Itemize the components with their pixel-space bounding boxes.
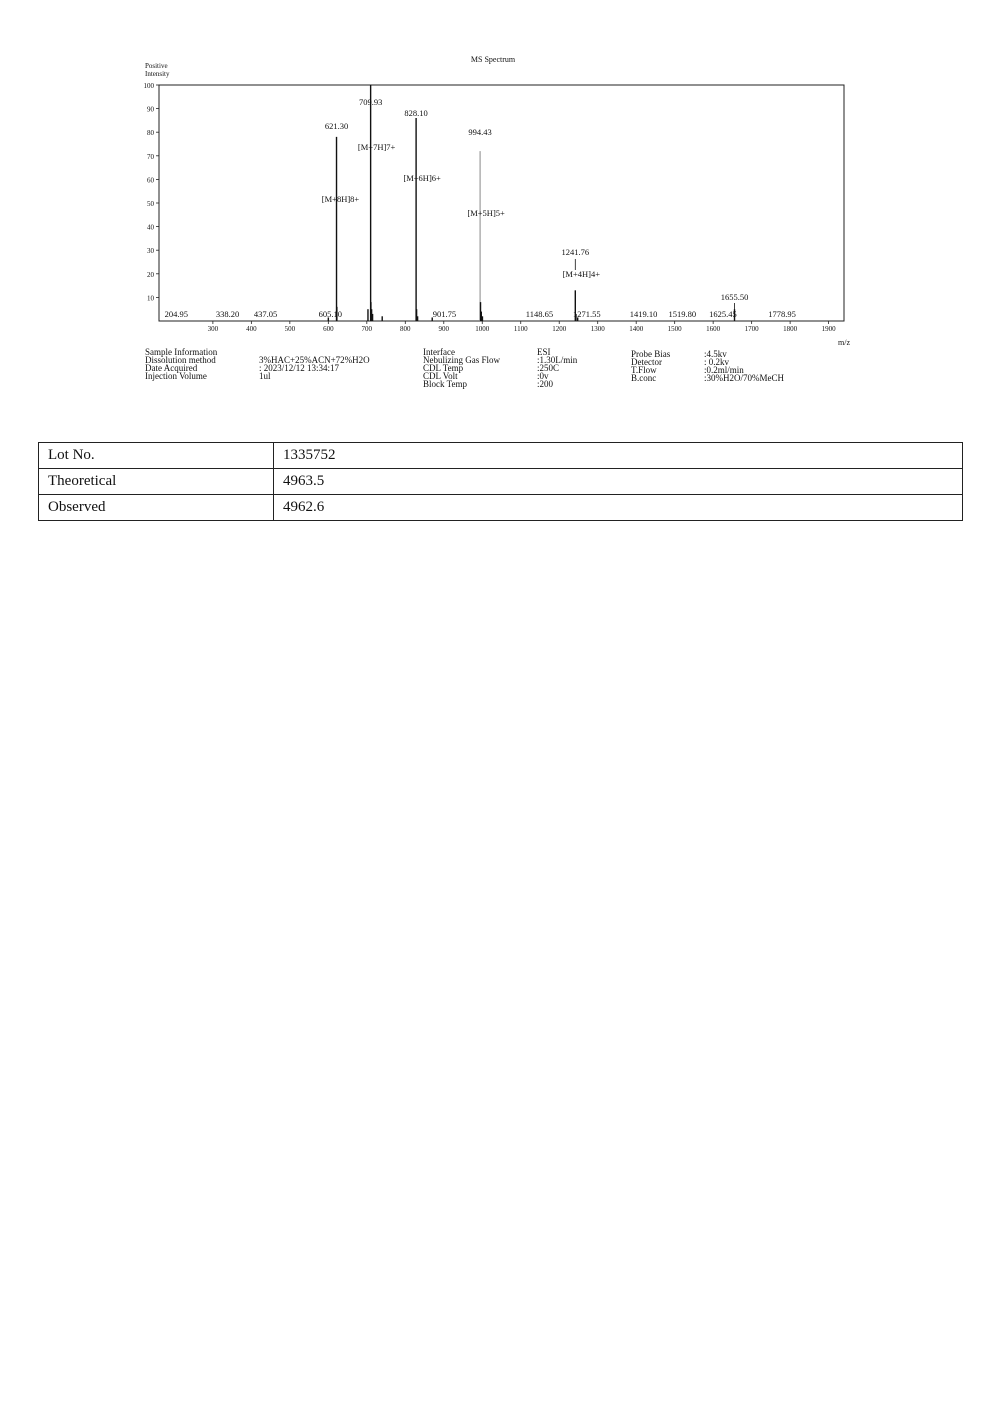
peak-mz-label: 1241.76: [561, 247, 590, 257]
peak-label: 1271.55: [572, 309, 601, 319]
instrument-param-value: :200: [537, 379, 554, 389]
sample-info-row: [145, 371, 271, 381]
y-tick-label: 20: [147, 270, 154, 279]
peak-mz-label: 828.10: [404, 108, 428, 118]
results-value: 4963.5: [274, 469, 963, 495]
peak-mz-label: 1655.50: [720, 292, 749, 302]
sample-info-value: : 2023/12/12 13:34:17: [259, 363, 340, 373]
y-tick-label: 100: [143, 82, 154, 90]
results-table: [38, 442, 963, 521]
peak-mz-label: 994.43: [468, 127, 492, 137]
y-tick-label: 50: [147, 200, 154, 208]
x-tick-label: 1400: [629, 325, 644, 333]
instrument-param-value: :250C: [537, 363, 560, 373]
y-tick-label: 90: [147, 105, 154, 114]
y-tick-label: 60: [147, 176, 154, 185]
peak-label: 1419.10: [629, 309, 658, 319]
instrument-param-label: Block Temp: [423, 379, 467, 389]
instrument-param-value: ESI: [537, 347, 551, 357]
peak-label: 338.20: [215, 309, 240, 319]
instrument-param-value: : 0.2kv: [704, 357, 730, 367]
x-tick-label: 900: [438, 325, 450, 333]
instrument-param-label: CDL Volt: [423, 371, 458, 381]
peak-label: 1625.45: [709, 309, 737, 319]
x-tick-label: 1600: [706, 325, 721, 333]
peak-label: 204.95: [164, 309, 188, 319]
results-row: [39, 443, 963, 469]
y-tick-label: 40: [147, 223, 154, 232]
x-tick-label: 1100: [513, 325, 528, 333]
sample-info-label: Date Acquired: [145, 363, 198, 373]
instrument-param-label: CDL Temp: [423, 363, 464, 373]
sample-info-heading: Sample Information: [145, 347, 218, 357]
y-tick-label: 80: [147, 129, 154, 138]
results-row: [39, 469, 963, 495]
sample-info-label: Injection Volume: [145, 371, 207, 381]
y-tick-label: 70: [147, 152, 154, 161]
x-tick-label: 1300: [590, 325, 605, 333]
instrument-param-label: Nebulizing Gas Flow: [423, 355, 500, 365]
x-tick-label: 500: [284, 325, 296, 333]
results-label: Theoretical: [39, 469, 274, 495]
peak-ion-label: [M+5H]5+: [467, 208, 505, 218]
y-tick-label: 30: [147, 247, 154, 256]
peak-label: 1148.65: [525, 309, 554, 319]
peak-ion-label: [M+8H]8+: [321, 194, 360, 204]
results-value: 1335752: [274, 443, 963, 469]
x-axis-label: m/z: [838, 338, 850, 347]
results-label: Lot No.: [39, 443, 274, 469]
instrument-param-value: :4.5kv: [704, 349, 727, 359]
peak-ion-label: [M+7H]7+: [357, 142, 396, 152]
instrument-param-value: :1.30L/min: [537, 355, 578, 365]
results-value: 4962.6: [274, 495, 963, 521]
results-row: [39, 495, 963, 521]
x-tick-label: 1900: [821, 325, 836, 333]
x-tick-label: 400: [246, 325, 257, 333]
x-tick-label: 600: [323, 325, 334, 333]
instrument-param-label: T.Flow: [631, 365, 657, 375]
plot-frame: [159, 85, 844, 321]
peak-ion-label: [M+6H]6+: [403, 173, 441, 183]
instrument-params-col2: [631, 349, 784, 383]
y-tick-label: 10: [147, 294, 154, 303]
chart-title: MS Spectrum: [470, 55, 516, 64]
instrument-param-row: [423, 379, 554, 389]
instrument-param-row: [631, 373, 784, 383]
peak-label: 1778.95: [768, 309, 796, 319]
instrument-param-label: Interface: [423, 347, 455, 357]
peak-mz-label: 621.30: [324, 121, 349, 131]
sample-info-value: 1ul: [259, 371, 271, 381]
instrument-param-label: Detector: [631, 357, 662, 367]
instrument-params-col1: [423, 347, 578, 389]
instrument-param-value: :0.2ml/min: [704, 365, 744, 375]
sample-info-label: Dissolution method: [145, 355, 216, 365]
sample-info-value: 3%HAC+25%ACN+72%H2O: [259, 355, 370, 365]
instrument-param-value: :0v: [537, 371, 549, 381]
x-tick-label: 1000: [475, 325, 490, 333]
peak-mz-label: 709.93: [358, 97, 383, 107]
x-tick-label: 1500: [667, 325, 682, 333]
x-tick-label: 1800: [783, 325, 798, 333]
peak-label: 605.10: [318, 309, 342, 319]
results-label: Observed: [39, 495, 274, 521]
instrument-param-label: Probe Bias: [631, 349, 671, 359]
x-tick-label: 300: [207, 325, 219, 333]
instrument-param-label: B.conc: [631, 373, 657, 383]
peak-ion-label: [M+4H]4+: [562, 269, 601, 279]
peak-label: 901.75: [432, 309, 457, 319]
x-tick-label: 700: [361, 325, 373, 333]
x-tick-label: 1200: [552, 325, 567, 333]
x-tick-label: 800: [400, 325, 411, 333]
instrument-param-value: :30%H2O/70%MeCH: [704, 373, 784, 383]
peak-label: 1519.80: [668, 309, 697, 319]
x-tick-label: 1700: [744, 325, 759, 333]
y-axis-label: Positive Intensity: [145, 62, 170, 78]
peak-label: 437.05: [253, 309, 278, 319]
sample-information: [145, 347, 370, 381]
